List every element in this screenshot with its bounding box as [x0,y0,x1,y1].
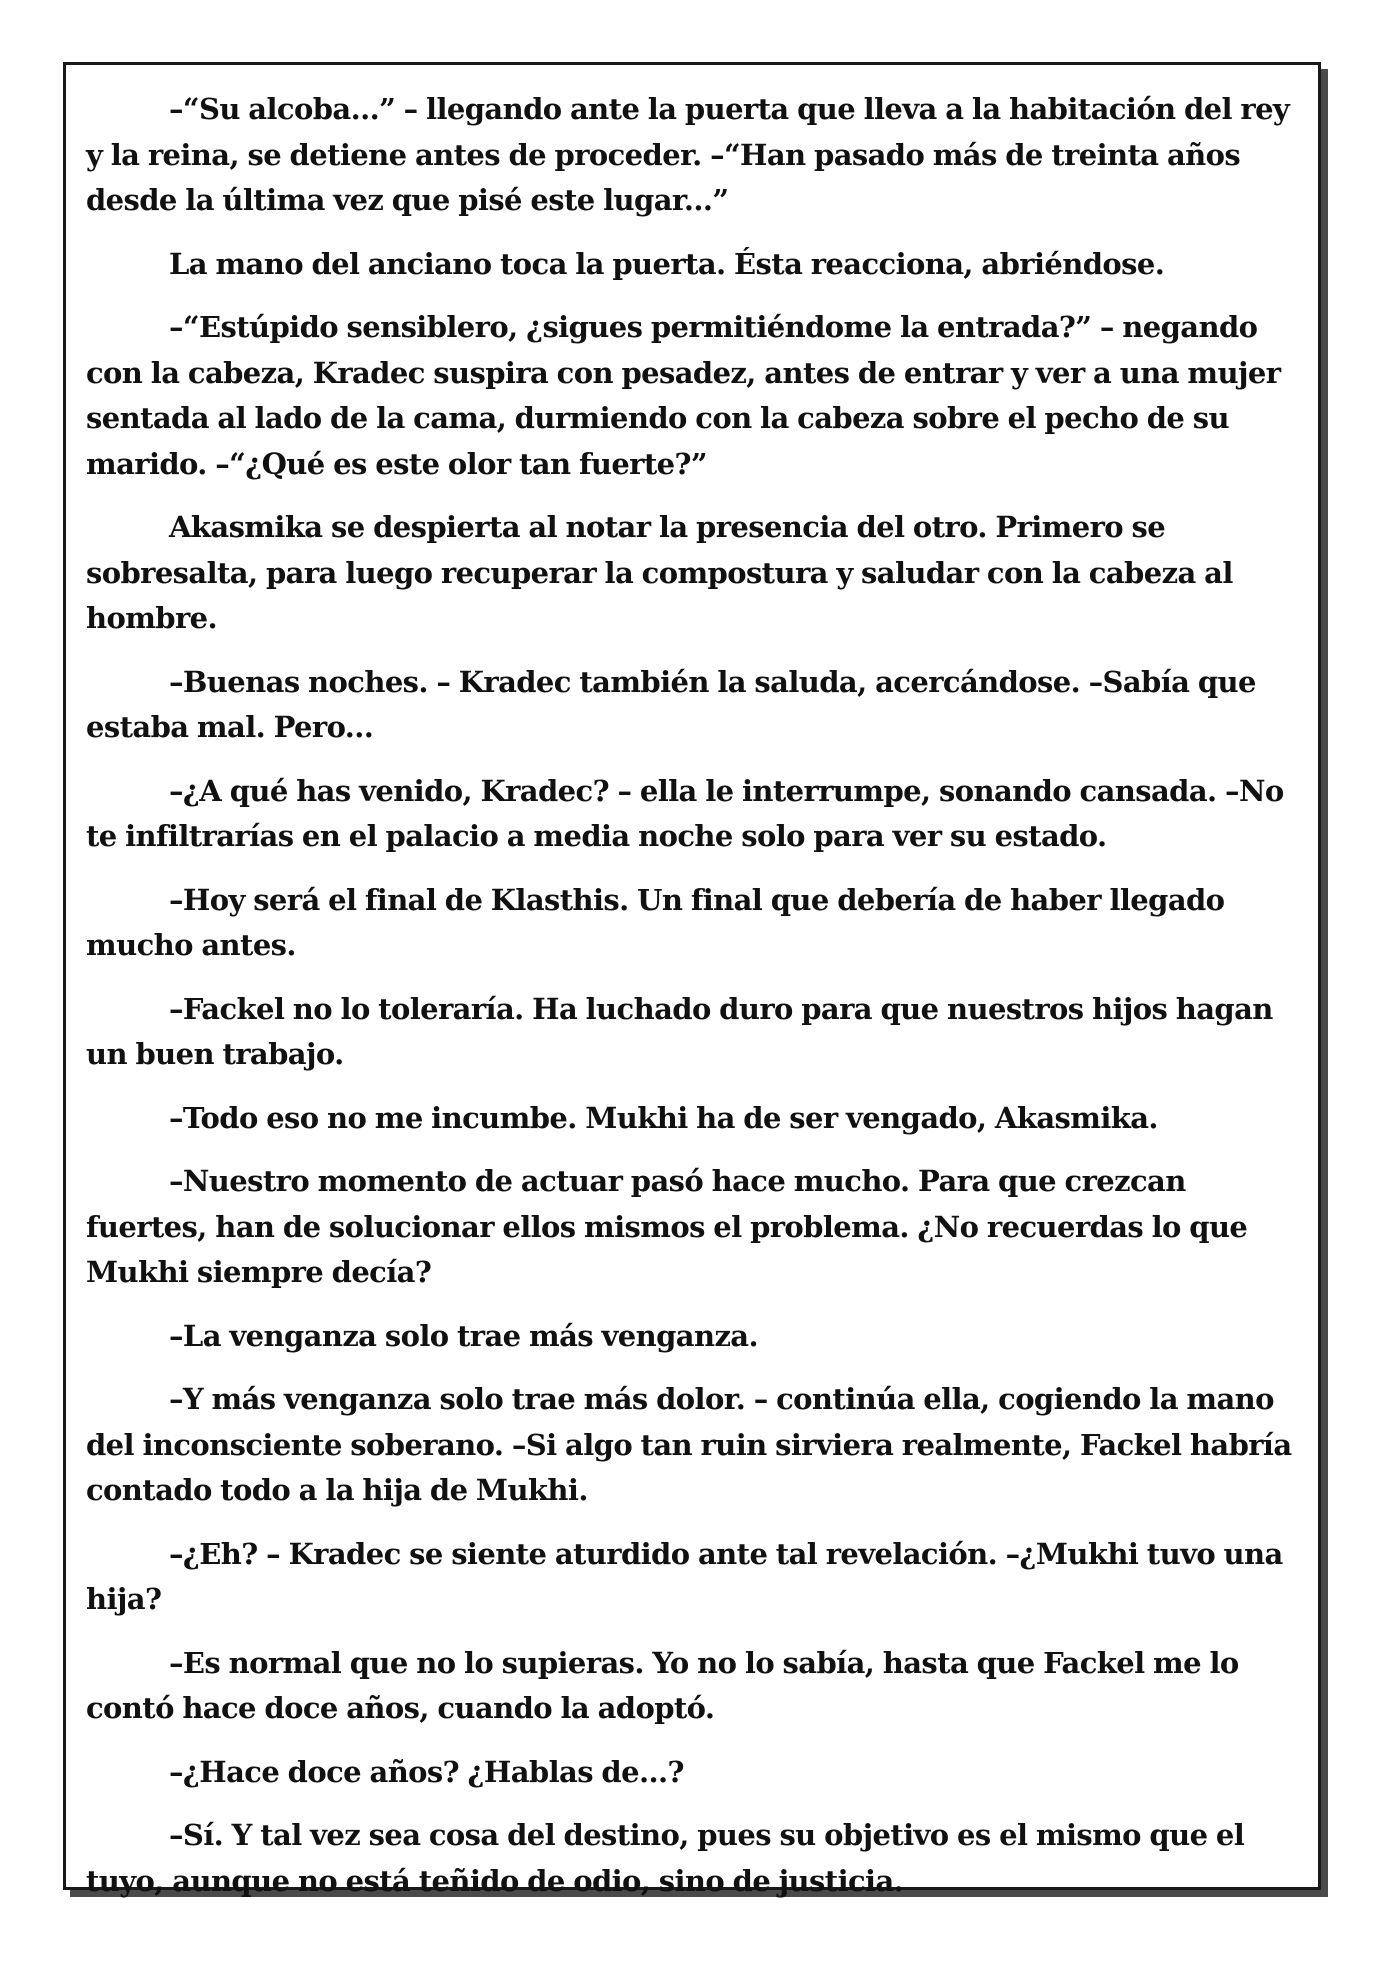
paragraph-14: –Es normal que no lo supieras. Yo no lo sabía, hasta que Fackel me lo contó hace doce años, cuando la adoptó. [86,1645,1239,1725]
paragraph-13: –¿Eh? – Kradec se siente aturdido ante tal revelación. –¿Mukhi tuvo una hija? [86,1536,1283,1616]
paragraph-2: La mano del anciano toca la puerta. Ésta reacciona, abriéndose. [169,246,1165,281]
paragraph-3: –“Estúpido sensiblero, ¿sigues permitiéndome la entrada?” – negando con la cabeza, Kradec suspira con pesadez, antes de entrar y ver a una mujer sentada al lado de la cama, durmiendo con la cabeza sobre el pecho de su marido. –“¿Qué es este olor tan fuerte?” [86,310,1281,481]
paragraph-15: –¿Hace doce años? ¿Hablas de...? [169,1754,684,1789]
paragraph-7: –Hoy será el final de Klasthis. Un final que debería de haber llegado mucho antes. [86,882,1225,962]
paragraph-6: –¿A qué has venido, Kradec? – ella le interrumpe, sonando cansada. –No te infiltrarías en el palacio a media noche solo para ver su estado. [86,773,1284,853]
paragraph-9: –Todo eso no me incumbe. Mukhi ha de ser vengado, Akasmika. [169,1100,1158,1135]
paragraph-11: –La venganza solo trae más venganza. [169,1318,758,1353]
text-body [86,87,1306,1922]
paragraph-5: –Buenas noches. – Kradec también la saluda, acercándose. –Sabía que estaba mal. Pero... [86,664,1256,744]
paragraph-12: –Y más venganza solo trae más dolor. – continúa ella, cogiendo la mano del inconsciente soberano. –Si algo tan ruin sirviera realmente, Fackel habría contado todo a la hija de Mukhi. [86,1382,1292,1507]
page-frame [63,62,1321,1898]
paragraph-4: Akasmika se despierta al notar la presencia del otro. Primero se sobresalta, para luego recuperar la compostura y saludar con la cabeza al hombre. [86,510,1233,635]
paragraph-10: –Nuestro momento de actuar pasó hace mucho. Para que crezcan fuertes, han de solucionar ellos mismos el problema. ¿No recuerdas lo que Mukhi siempre decía? [86,1164,1248,1289]
paragraph-8: –Fackel no lo toleraría. Ha luchado duro para que nuestros hijos hagan un buen trabajo. [86,991,1273,1071]
paragraph-16: –Sí. Y tal vez sea cosa del destino, pues su objetivo es el mismo que el tuyo, aunque no está teñido de odio, sino de justicia. [86,1818,1245,1898]
paragraph-1: –“Su alcoba...” – llegando ante la puerta que lleva a la habitación del rey y la reina, se detiene antes de proceder. –“Han pasado más de treinta años desde la última vez que pisé este lugar...” [86,92,1290,217]
